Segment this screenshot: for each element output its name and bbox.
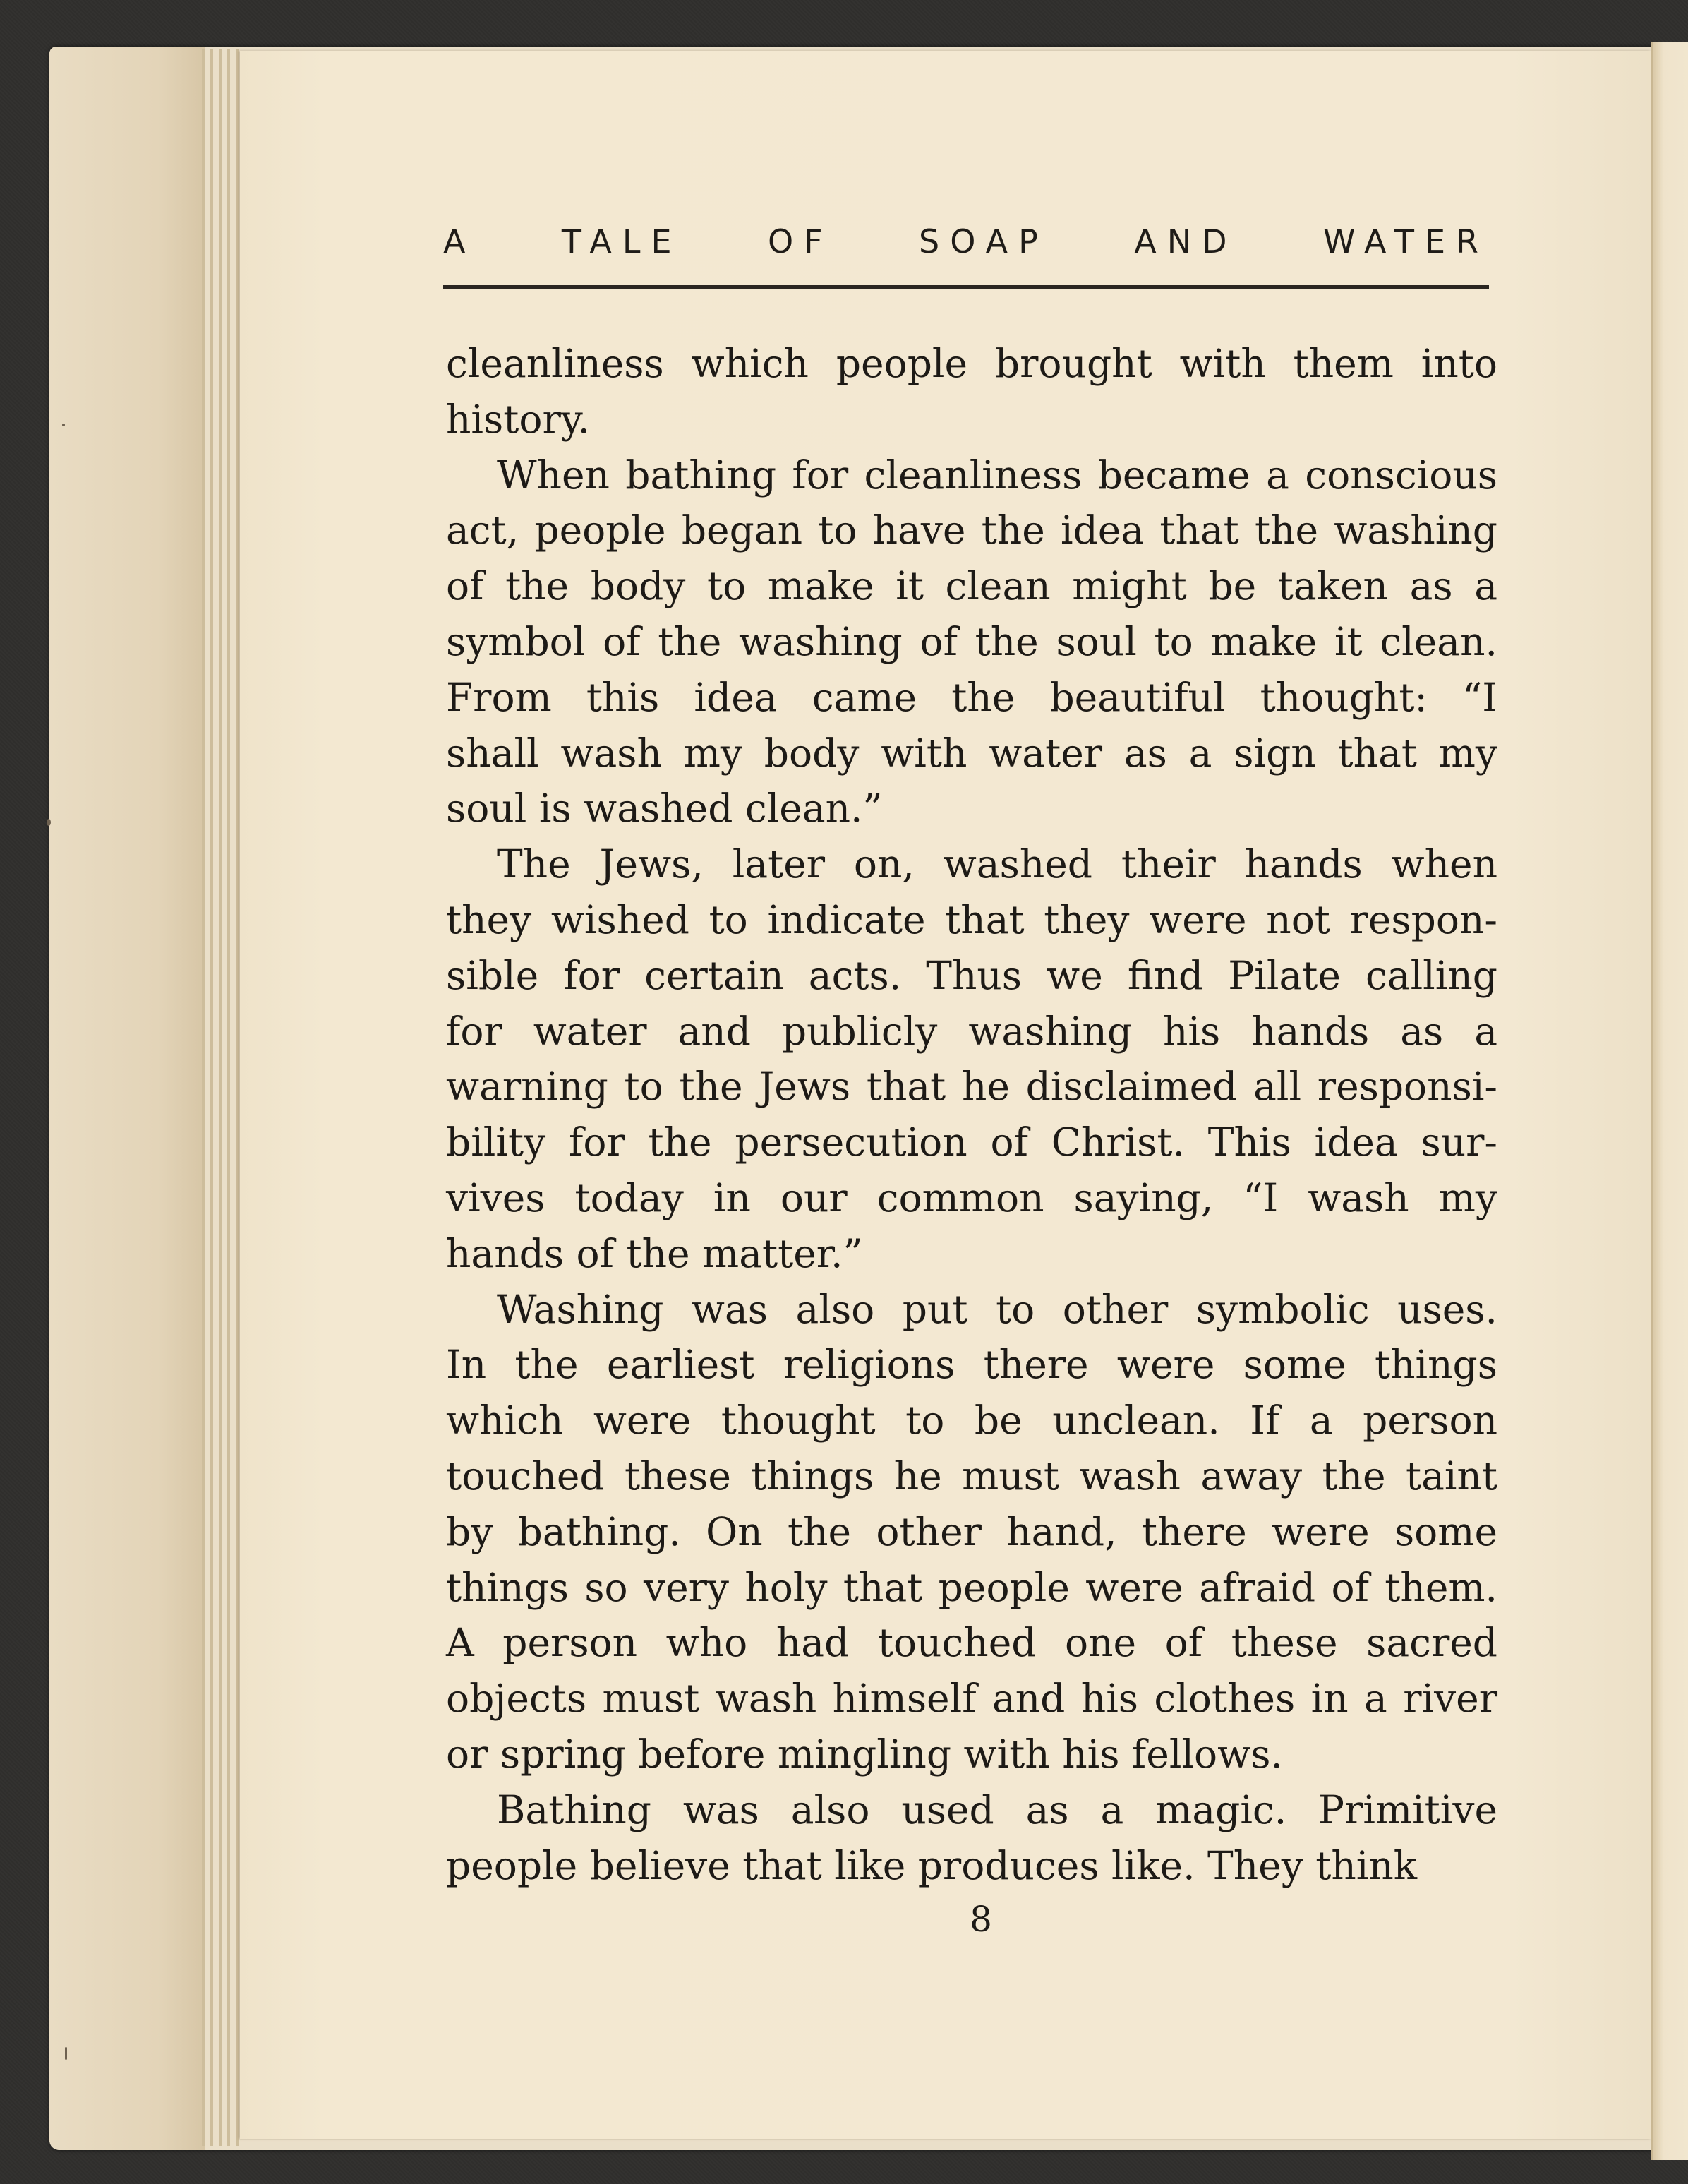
page-edge [202,49,205,2146]
text-line: The Jews, later on, washed their hands when [497,841,1497,887]
text-line: which were thought to be unclean. If a person [446,1398,1497,1444]
paragraph [446,836,1497,1281]
text-line: of the body to make it clean might be taken as a [446,563,1497,609]
paragraph [446,1282,1497,1782]
text-line: shall wash my body with water as a sign that my [446,730,1497,776]
cover-left-edge [49,47,205,2150]
text-line: bility for the persecution of Christ. This idea sur- [446,1120,1497,1165]
text-line: Bathing was also used as a magic. Primitive [497,1787,1497,1832]
page-edge [210,49,213,2146]
page-edge [219,49,222,2146]
text-line: soul is washed clean.” [446,786,883,832]
text-line: symbol of the washing of the soul to make it clean. [446,618,1497,664]
text-line: touched these things he must wash away the taint [446,1453,1497,1499]
running-head-word: SOAP [919,222,1049,260]
header-rule [443,285,1489,289]
body-text [446,336,1497,1893]
paragraph [446,448,1497,837]
paragraph [446,1782,1497,1894]
running-head-word: A [443,222,476,260]
facing-page-edge [1651,42,1688,2160]
text-line: warning to the Jews that he disclaimed all responsi- [446,1064,1497,1110]
text-line: for water and publicly washing his hands as a [446,1008,1497,1054]
page-edge [236,49,239,2146]
running-head [443,213,1489,270]
page-edge [227,49,230,2146]
paper-speck [62,424,65,426]
text-line: In the earliest religions there were some things [446,1342,1497,1388]
paragraph [446,336,1497,448]
text-line: From this idea came the beautiful thought: “I [446,674,1497,720]
running-head-word: WATER [1322,222,1489,260]
text-line: act, people began to have the idea that the washing [446,508,1497,553]
text-line: cleanliness which people brought with them into [446,341,1497,386]
text-line: hands of the matter.” [446,1230,863,1276]
text-line: objects must wash himself and his clothes in a river [446,1676,1497,1722]
running-head-word: TALE [561,222,682,260]
running-head-word: AND [1134,222,1238,260]
text-line: or spring before mingling with his fellows. [446,1731,1283,1777]
text-line: history. [446,396,590,442]
text-line: Washing was also put to other symbolic uses. [497,1286,1497,1332]
text-line: A person who had touched one of these sacred [446,1620,1497,1666]
text-line: sible for certain acts. Thus we find Pilate calling [446,952,1497,998]
text-line: people believe that like produces like. They think [446,1842,1418,1888]
page-number: 8 [970,1899,992,1940]
running-head-word: OF [767,222,833,260]
text-line: things so very holy that people were afraid of them. [446,1564,1497,1610]
text-line: by bathing. On the other hand, there were some [446,1508,1497,1554]
paper-speck [65,2047,67,2060]
paper-speck [47,819,51,826]
text-line: When bathing for cleanliness became a conscious [497,452,1497,498]
text-line: they wished to indicate that they were not respon- [446,896,1497,942]
text-line: vives today in our common saying, “I wash my [446,1175,1497,1220]
